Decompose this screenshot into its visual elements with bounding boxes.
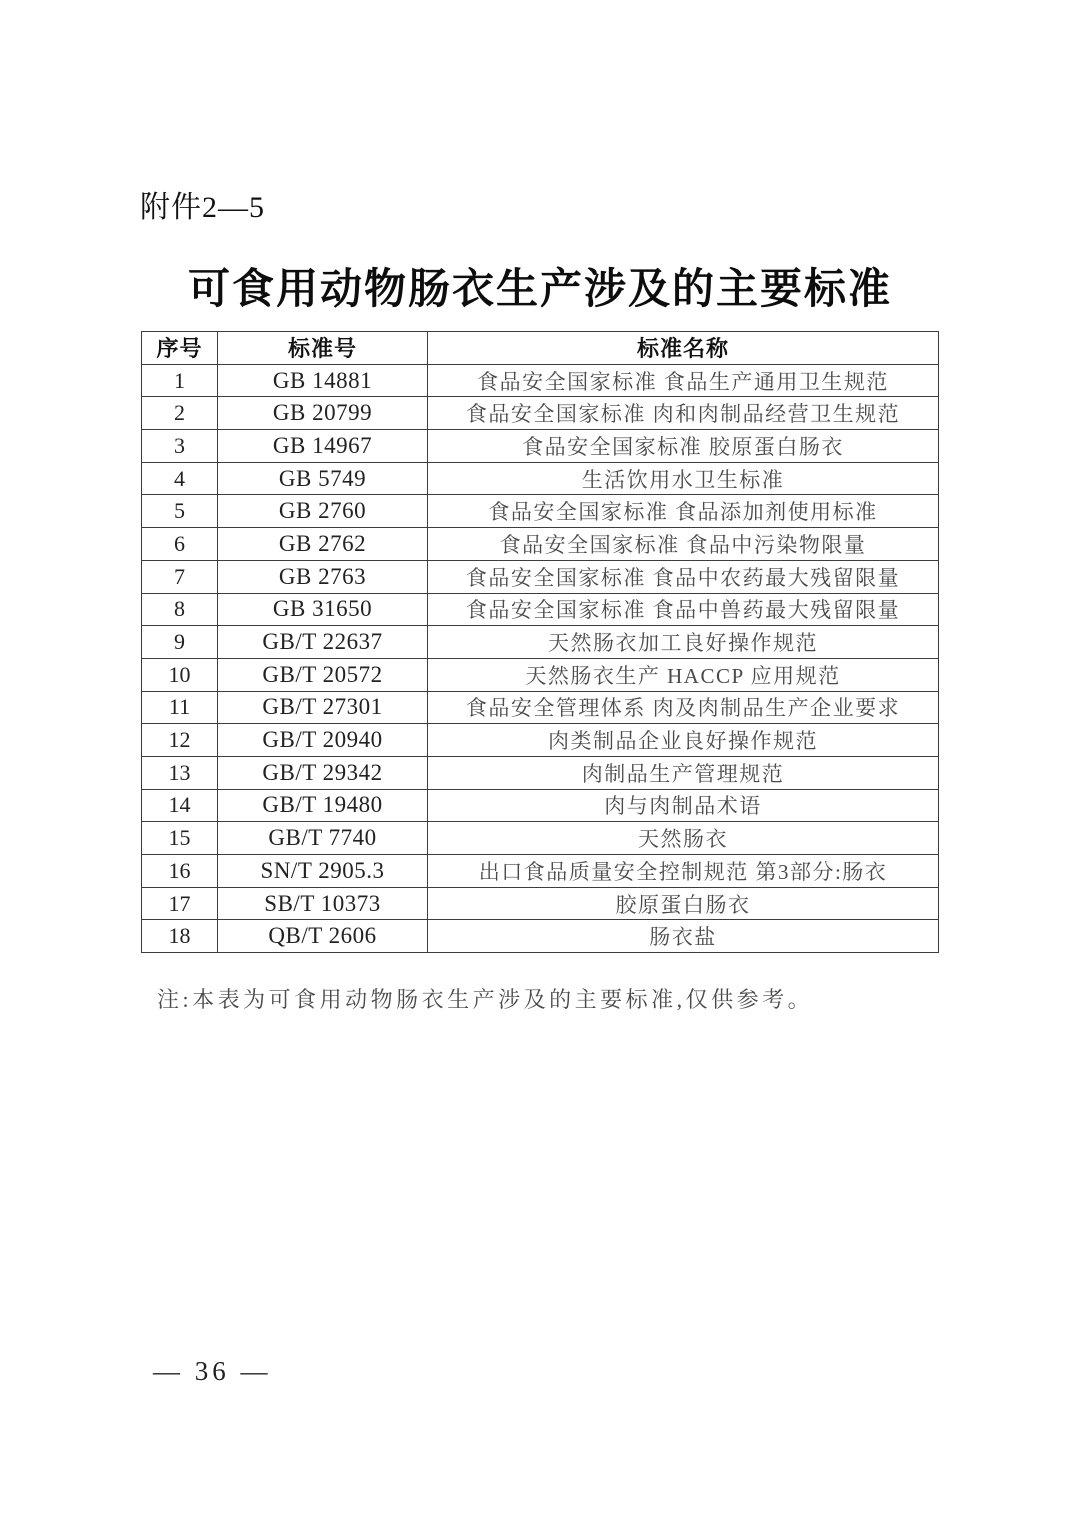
row-standard-name-cell: 生活饮用水卫生标准 [428, 462, 939, 495]
row-standard-code-cell: GB/T 19480 [218, 789, 428, 822]
row-standard-code-cell: GB 20799 [218, 397, 428, 430]
row-index-cell: 2 [142, 397, 218, 430]
standards-table [141, 331, 939, 953]
table-row [142, 658, 939, 691]
row-standard-name-cell: 天然肠衣生产 HACCP 应用规范 [428, 658, 939, 691]
row-standard-code-cell: GB/T 29342 [218, 756, 428, 789]
row-standard-code-cell: GB 2763 [218, 560, 428, 593]
table-row [142, 462, 939, 495]
row-index-cell: 5 [142, 495, 218, 528]
table-row [142, 920, 939, 953]
row-index-cell: 16 [142, 855, 218, 888]
row-standard-code-cell: QB/T 2606 [218, 920, 428, 953]
table-row [142, 430, 939, 463]
row-standard-code-cell: GB/T 22637 [218, 626, 428, 659]
row-index-cell: 8 [142, 593, 218, 626]
row-index-cell: 7 [142, 560, 218, 593]
row-standard-name-cell: 食品安全国家标准 食品添加剂使用标准 [428, 495, 939, 528]
table-row [142, 397, 939, 430]
table-row [142, 528, 939, 561]
row-index-cell: 9 [142, 626, 218, 659]
row-index-cell: 15 [142, 822, 218, 855]
attachment-label: 附件2—5 [140, 191, 265, 224]
row-index-cell: 12 [142, 724, 218, 757]
row-standard-name-cell: 食品安全管理体系 肉及肉制品生产企业要求 [428, 691, 939, 724]
row-index-cell: 3 [142, 430, 218, 463]
row-standard-code-cell: GB 5749 [218, 462, 428, 495]
row-standard-name-cell: 肉制品生产管理规范 [428, 756, 939, 789]
row-standard-code-cell: GB 2760 [218, 495, 428, 528]
row-standard-code-cell: GB 14967 [218, 430, 428, 463]
row-index-cell: 18 [142, 920, 218, 953]
row-index-cell: 10 [142, 658, 218, 691]
table-row [142, 626, 939, 659]
page-number: — 36 — [153, 1356, 272, 1386]
row-standard-name-cell: 食品安全国家标准 胶原蛋白肠衣 [428, 430, 939, 463]
row-standard-code-cell: SB/T 10373 [218, 887, 428, 920]
row-index-cell: 13 [142, 756, 218, 789]
table-row [142, 691, 939, 724]
table-row [142, 855, 939, 888]
standards-table-header [142, 332, 939, 365]
row-standard-name-cell: 食品安全国家标准 肉和肉制品经营卫生规范 [428, 397, 939, 430]
row-index-cell: 4 [142, 462, 218, 495]
row-standard-code-cell: GB 2762 [218, 528, 428, 561]
row-index-cell: 6 [142, 528, 218, 561]
row-standard-code-cell: SN/T 2905.3 [218, 855, 428, 888]
standards-table-body [142, 364, 939, 952]
row-index-cell: 17 [142, 887, 218, 920]
row-standard-name-cell: 食品安全国家标准 食品中兽药最大残留限量 [428, 593, 939, 626]
table-row [142, 789, 939, 822]
row-standard-code-cell: GB/T 7740 [218, 822, 428, 855]
table-row [142, 724, 939, 757]
table-note: 注:本表为可食用动物肠衣生产涉及的主要标准,仅供参考。 [157, 987, 814, 1012]
row-standard-name-cell: 肉类制品企业良好操作规范 [428, 724, 939, 757]
page-title: 可食用动物肠衣生产涉及的主要标准 [187, 267, 892, 313]
table-row [142, 364, 939, 397]
row-standard-name-cell: 胶原蛋白肠衣 [428, 887, 939, 920]
table-row [142, 822, 939, 855]
column-header-standard-code: 标准号 [218, 332, 428, 365]
row-standard-name-cell: 天然肠衣加工良好操作规范 [428, 626, 939, 659]
row-index-cell: 11 [142, 691, 218, 724]
table-row [142, 495, 939, 528]
row-index-cell: 1 [142, 364, 218, 397]
table-row [142, 756, 939, 789]
row-standard-name-cell: 出口食品质量安全控制规范 第3部分:肠衣 [428, 855, 939, 888]
table-row [142, 560, 939, 593]
row-standard-name-cell: 食品安全国家标准 食品生产通用卫生规范 [428, 364, 939, 397]
column-header-standard-name: 标准名称 [428, 332, 939, 365]
row-index-cell: 14 [142, 789, 218, 822]
row-standard-name-cell: 食品安全国家标准 食品中污染物限量 [428, 528, 939, 561]
row-standard-name-cell: 食品安全国家标准 食品中农药最大残留限量 [428, 560, 939, 593]
row-standard-name-cell: 肠衣盐 [428, 920, 939, 953]
table-row [142, 593, 939, 626]
row-standard-name-cell: 肉与肉制品术语 [428, 789, 939, 822]
table-row [142, 887, 939, 920]
row-standard-code-cell: GB 14881 [218, 364, 428, 397]
row-standard-code-cell: GB 31650 [218, 593, 428, 626]
row-standard-name-cell: 天然肠衣 [428, 822, 939, 855]
row-standard-code-cell: GB/T 20572 [218, 658, 428, 691]
row-standard-code-cell: GB/T 27301 [218, 691, 428, 724]
row-standard-code-cell: GB/T 20940 [218, 724, 428, 757]
column-header-index: 序号 [142, 332, 218, 365]
